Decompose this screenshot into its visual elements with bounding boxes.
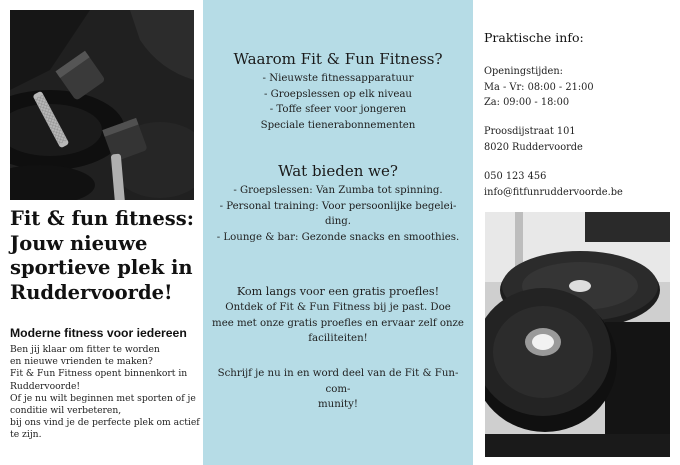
offer-line: - Personal training: Voor persoonlijke begelei-: [219, 200, 457, 212]
intro-text: [10, 344, 202, 442]
why-section: [211, 50, 465, 133]
why-heading: Waarom Fit & Fun Fitness?: [233, 50, 443, 68]
middle-panel: [203, 0, 473, 465]
why-line: - Nieuwste fitnessapparatuur: [262, 73, 414, 84]
hours-label: Openingstijden:: [484, 66, 563, 77]
address: [484, 124, 583, 155]
weight-plates-photo: [485, 212, 670, 457]
headline-line: Fit & fun fitness:: [10, 207, 194, 230]
intro-line: conditie wil verbeteren,: [10, 405, 122, 417]
dumbbells-photo: [10, 10, 194, 200]
cta-line: faciliteiten!: [308, 333, 368, 344]
signup-line: munity!: [318, 399, 358, 410]
cta-line: Ontdek of Fit & Fun Fitness bij je past. Doe: [225, 302, 451, 313]
opening-hours: [484, 64, 594, 111]
offer-heading: Wat bieden we?: [278, 162, 398, 180]
intro-line: Ruddervoorde!: [10, 380, 81, 392]
left-panel: [0, 0, 203, 465]
offer-line: ding.: [324, 216, 352, 227]
intro-line: Of je nu wilt beginnen met sporten of je: [10, 392, 196, 404]
phone-number: 050 123 456: [484, 171, 547, 182]
signup-section: [211, 366, 465, 413]
info-title: Praktische info:: [484, 30, 584, 45]
hours-saturday: Za: 09:00 - 18:00: [484, 97, 570, 108]
why-line: - Toffe sfeer voor jongeren: [269, 104, 407, 115]
cta-title: Kom langs voor een gratis proefles!: [236, 285, 440, 298]
cta-line: mee met onze gratis proefles en ervaar zelf onze: [212, 317, 464, 329]
offer-section: [211, 162, 465, 245]
hours-weekday: Ma - Vr: 08:00 - 21:00: [484, 81, 594, 93]
intro-heading: Moderne fitness voor iedereen: [10, 326, 187, 340]
why-line: - Groepslessen op elk niveau: [263, 88, 412, 100]
intro-line: en nieuwe vrienden te maken?: [10, 356, 153, 368]
headline-line: Ruddervoorde!: [10, 280, 173, 304]
why-line: Speciale tienerabonnementen: [260, 119, 416, 131]
address-city: 8020 Ruddervoorde: [484, 141, 583, 153]
intro-line: te zijn.: [10, 429, 42, 441]
offer-line: - Lounge & bar: Gezonde snacks en smoothies.: [216, 231, 460, 243]
intro-line: Fit & Fun Fitness opent binnenkort in: [10, 368, 188, 380]
headline: [10, 207, 202, 305]
headline-line: sportieve plek in: [10, 256, 193, 279]
intro-line: Ben jij klaar om fitter te worden: [10, 344, 160, 355]
address-street: Proosdijstraat 101: [484, 126, 576, 137]
email-address: info@fitfunruddervoorde.be: [484, 186, 623, 198]
contact: [484, 169, 623, 200]
intro-line: bij ons vind je de perfecte plek om actief: [10, 417, 200, 429]
signup-line: Schrijf je nu in en word deel van de Fit & Fun-com-: [217, 368, 459, 395]
headline-line: Jouw nieuwe: [10, 231, 148, 255]
right-panel: [473, 0, 680, 465]
offer-line: - Groepslessen: Van Zumba tot spinning.: [233, 185, 443, 196]
cta-section: [211, 284, 465, 347]
